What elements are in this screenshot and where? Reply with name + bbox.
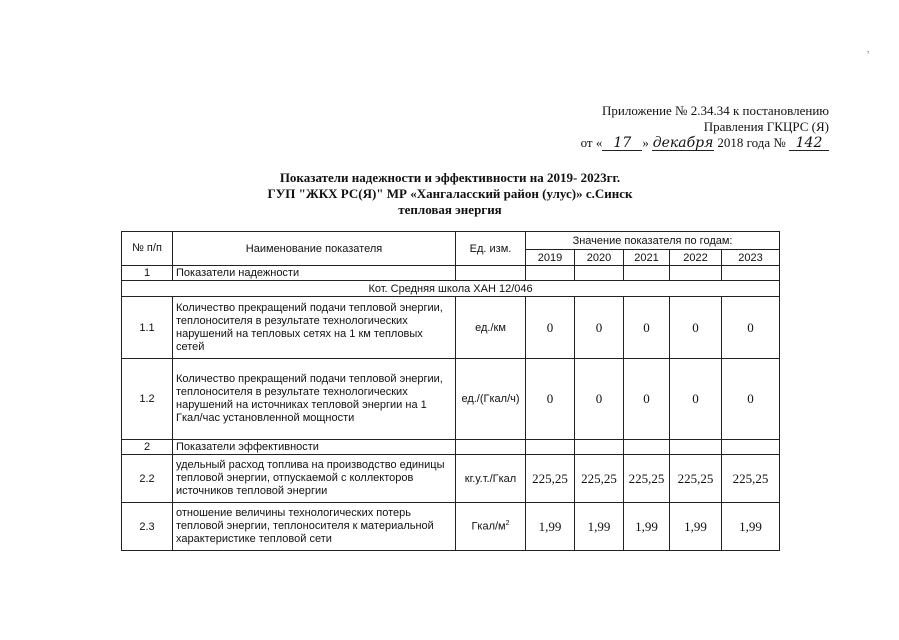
table-row	[122, 455, 780, 503]
section-label: Показатели надежности	[173, 266, 456, 281]
row-value: 225,25	[575, 455, 624, 503]
indicators-table	[121, 231, 780, 551]
document-title	[170, 170, 730, 218]
row-value: 0	[526, 359, 575, 440]
appendix-line-2: Правления ГКЦРС (Я)	[703, 119, 829, 134]
scan-mark: ,	[867, 44, 870, 54]
table-row	[122, 297, 780, 359]
row-value: 1,99	[722, 503, 780, 551]
row-name: Количество прекращений подачи тепловой энергии, теплоносителя в результате технологических нарушений на тепловых сетях на 1 км тепловых сетей	[173, 297, 456, 359]
row-unit-cell	[456, 503, 526, 551]
header-num: № п/п	[122, 232, 173, 266]
row-unit: ед./(Гкал/ч)	[456, 359, 526, 440]
row-value: 0	[526, 297, 575, 359]
row-unit: Гкал/м	[471, 520, 506, 533]
row-value: 0	[575, 359, 624, 440]
row-value: 1,99	[624, 503, 670, 551]
section-row-efficiency	[122, 440, 780, 455]
row-unit-sup: 2	[505, 520, 510, 528]
row-num: 1.1	[122, 297, 173, 359]
row-value: 0	[575, 297, 624, 359]
row-num: 2.3	[122, 503, 173, 551]
section-row-reliability	[122, 266, 780, 281]
row-value: 0	[722, 359, 780, 440]
date-suffix: 2018 года №	[717, 135, 786, 150]
row-value: 1,99	[526, 503, 575, 551]
appendix-line-1: Приложение № 2.34.34 к постановлению	[602, 103, 829, 118]
header-year: 2021	[624, 250, 670, 266]
appendix-date-line	[581, 135, 829, 151]
section-num: 2	[122, 440, 173, 455]
header-name: Наименование показателя	[173, 232, 456, 266]
header-row-1	[122, 232, 780, 250]
row-num: 1.2	[122, 359, 173, 440]
row-value: 225,25	[526, 455, 575, 503]
header-year: 2022	[670, 250, 722, 266]
row-num: 2.2	[122, 455, 173, 503]
date-mid: »	[642, 135, 649, 150]
section-num: 1	[122, 266, 173, 281]
section-label: Показатели эффективности	[173, 440, 456, 455]
title-line-2: ГУП "ЖКХ РС(Я)" МР «Хангаласский район (улус)» с.Синск	[267, 186, 633, 201]
header-unit: Ед. изм.	[456, 232, 526, 266]
table-row	[122, 503, 780, 551]
row-unit: кг.у.т./Гкал	[456, 455, 526, 503]
row-name: Количество прекращений подачи тепловой энергии, теплоносителя в результате технологических нарушений на источниках тепловой энергии на 1 Гкал/час установленной мощности	[173, 359, 456, 440]
date-month: декабря	[652, 135, 714, 151]
row-unit: ед./км	[456, 297, 526, 359]
row-value: 1,99	[670, 503, 722, 551]
appendix-block	[581, 103, 829, 151]
row-value: 225,25	[624, 455, 670, 503]
row-value: 0	[670, 297, 722, 359]
facility-row	[122, 281, 780, 297]
row-value: 0	[624, 297, 670, 359]
title-line-3: тепловая энергия	[398, 202, 502, 217]
row-value: 225,25	[670, 455, 722, 503]
header-year: 2023	[722, 250, 780, 266]
title-line-1: Показатели надежности и эффективности на 2019- 2023гг.	[279, 170, 621, 185]
row-value: 1,99	[575, 503, 624, 551]
table-row	[122, 359, 780, 440]
row-value: 225,25	[722, 455, 780, 503]
row-value: 0	[722, 297, 780, 359]
header-year: 2020	[575, 250, 624, 266]
header-values-group: Значение показателя по годам:	[526, 232, 780, 250]
header-year: 2019	[526, 250, 575, 266]
facility-name: Кот. Средняя школа ХАН 12/046	[122, 281, 780, 297]
doc-number: 142	[789, 136, 829, 151]
row-value: 0	[670, 359, 722, 440]
date-day: 17	[602, 136, 642, 151]
row-name: отношение величины технологических потерь тепловой энергии, теплоносителя к материальной характеристике тепловой сети	[173, 503, 456, 551]
row-value: 0	[624, 359, 670, 440]
row-name: удельный расход топлива на производство единицы тепловой энергии, отпускаемой с коллекторов источников тепловой энергии	[173, 455, 456, 503]
date-prefix: от «	[580, 135, 603, 150]
